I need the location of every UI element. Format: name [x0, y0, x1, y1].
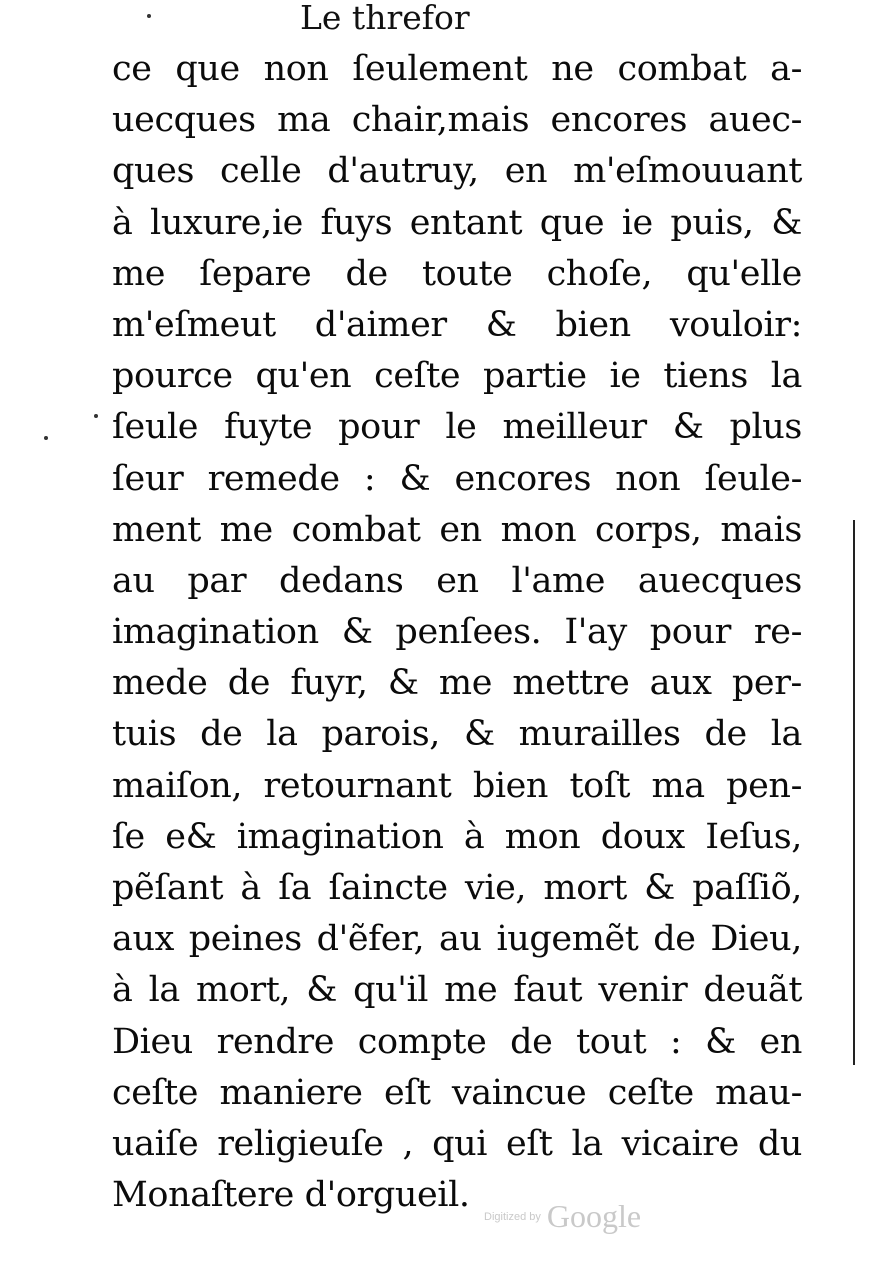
text-line: à la mort, & qu'il me faut venir deuãt [112, 970, 802, 1011]
text-line: uaiſe religieuſe , qui eſt la vicaire du [112, 1123, 802, 1164]
page-edge-rule [853, 520, 855, 1065]
text-line: me ſepare de toute choſe, qu'elle [112, 253, 802, 294]
text-line: pẽſant à ſa ſaincte vie, mort & paſſiõ, [112, 868, 802, 908]
running-title: Le threfor [300, 0, 470, 37]
text-line: maiſon, retournant bien toſt ma pen- [112, 765, 802, 806]
text-line: aux peines d'ẽfer, au iugemẽt de Dieu, [112, 919, 802, 960]
text-line: Monaſtere d'orgueil. [112, 1175, 470, 1216]
text-line: à luxure,ie fuys entant que ie puis, & [112, 202, 802, 243]
text-line: m'eſmeut d'aimer & bien vouloir: [112, 304, 802, 345]
text-line: mede de fuyr, & me mettre aux per- [112, 663, 802, 704]
text-line: ſeule fuyte pour le meilleur & plus [112, 407, 802, 448]
text-line: ce que non ſeulement ne combat a- [112, 49, 802, 89]
text-line: imagination & penſees. I'ay pour re- [112, 612, 802, 653]
ink-speck [147, 14, 151, 18]
body-text [112, 44, 802, 1221]
ink-speck [44, 436, 48, 440]
google-logo: Google [546, 1198, 642, 1234]
text-line: ſe e& imagination à mon doux Ieſus, [112, 816, 802, 857]
text-line: au par dedans en l'ame auecques [112, 560, 802, 601]
watermark-prefix: Digitized by [484, 1210, 541, 1223]
text-line: ment me combat en mon corps, mais [112, 509, 802, 550]
text-line: uecques ma chair,mais encores auec- [112, 100, 802, 141]
text-line: Dieu rendre compte de tout : & en [112, 1021, 802, 1062]
ink-speck [94, 414, 98, 418]
text-line: ſeur remede : & encores non ſeule- [112, 458, 802, 499]
text-line: tuis de la parois, & murailles de la [112, 714, 802, 755]
digitized-watermark [484, 1198, 641, 1235]
text-line: pource qu'en ceſte partie ie tiens la [112, 356, 802, 397]
text-line: ceſte maniere eſt vaincue ceſte mau- [112, 1072, 802, 1113]
text-line: ques celle d'autruy, en m'eſmouuant [112, 151, 802, 192]
